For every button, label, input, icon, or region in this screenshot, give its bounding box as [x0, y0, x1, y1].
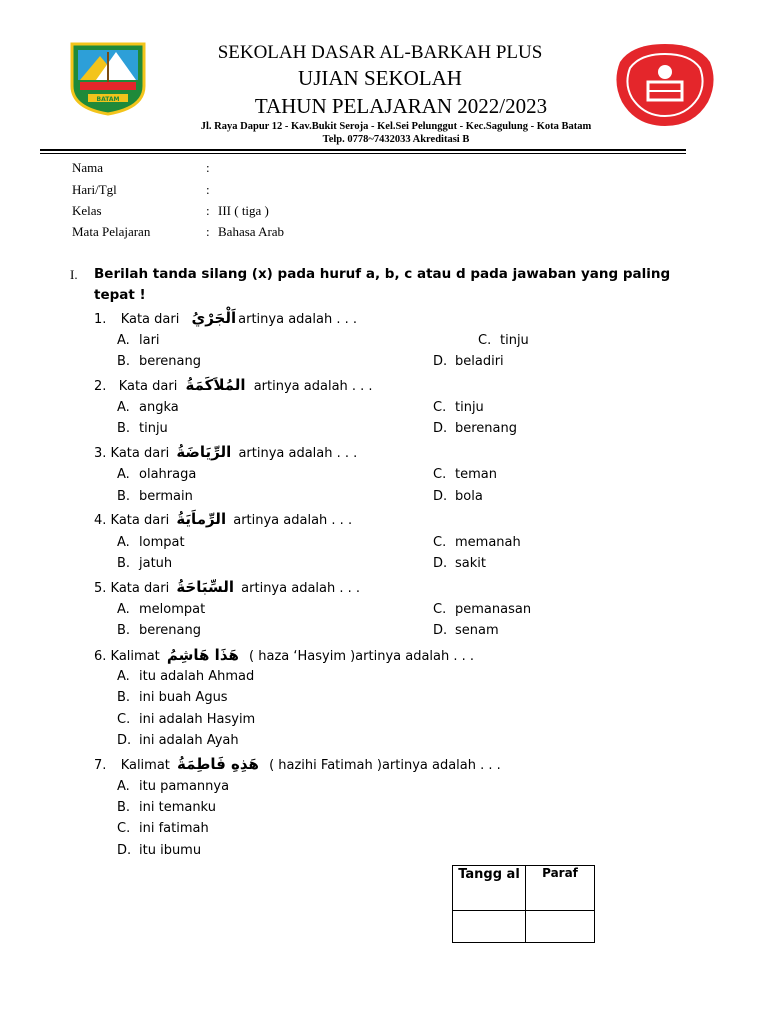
option-d[interactable]	[433, 623, 499, 638]
question-suffix: ( haza ‘Hasyim )artinya adalah . . .	[249, 649, 475, 664]
question-suffix: ( hazihi Fatimah )artinya adalah . . .	[269, 758, 501, 773]
signature-cell[interactable]	[526, 911, 595, 943]
header-divider-thick	[40, 149, 686, 151]
option-text: tinju	[139, 421, 168, 436]
identity-label: Nama	[72, 160, 104, 175]
option-text: itu ibumu	[139, 843, 202, 858]
signature-table	[452, 865, 595, 943]
option-a[interactable]	[117, 779, 229, 794]
option-letter: D.	[433, 623, 448, 638]
identity-colon: :	[206, 182, 210, 197]
option-letter: C.	[117, 821, 131, 836]
option-text: lompat	[139, 535, 185, 550]
option-letter: D.	[117, 843, 132, 858]
option-c[interactable]	[478, 333, 529, 348]
question-2	[94, 376, 373, 394]
identity-label: Kelas	[72, 203, 102, 218]
identity-colon: :	[206, 160, 210, 175]
question-6	[94, 646, 474, 664]
identity-label: Mata Pelajaran	[72, 224, 151, 239]
option-d[interactable]	[433, 421, 517, 436]
option-letter: A.	[117, 669, 130, 684]
question-prefix: Kata dari	[120, 312, 180, 327]
question-suffix: artinya adalah . . .	[233, 513, 353, 528]
option-b[interactable]	[117, 800, 216, 815]
option-letter: C.	[478, 333, 492, 348]
option-d[interactable]	[433, 489, 483, 504]
arabic-word: المُلاَكَمَةُ	[185, 376, 246, 394]
option-text: pemanasan	[455, 602, 532, 617]
option-letter: D.	[433, 354, 448, 369]
option-letter: D.	[433, 421, 448, 436]
question-1	[94, 309, 357, 327]
option-letter: B.	[117, 421, 131, 436]
question-prefix: Kata dari	[110, 446, 170, 461]
arabic-word: اَلْجَرْيُ	[191, 309, 237, 327]
arabic-word: الرِّماَيَةُ	[176, 510, 227, 528]
option-d[interactable]	[433, 354, 504, 369]
option-letter: C.	[433, 535, 447, 550]
option-letter: B.	[117, 690, 131, 705]
option-text: ini adalah Hasyim	[139, 712, 256, 727]
option-a[interactable]	[117, 602, 205, 617]
option-text: ini buah Agus	[139, 690, 228, 705]
option-text: berenang	[455, 421, 518, 436]
section-number: I.	[70, 267, 78, 282]
option-text: berenang	[139, 623, 202, 638]
arabic-word: هَذِهِ فَاطِمَةُ	[177, 755, 259, 773]
option-d[interactable]	[433, 556, 486, 571]
option-text: beladiri	[455, 354, 504, 369]
option-text: teman	[455, 467, 497, 482]
arabic-word: الرِّيَاضَةُ	[176, 443, 232, 461]
option-text: ini temanku	[139, 800, 216, 815]
option-letter: B.	[117, 800, 131, 815]
option-text: ini adalah Ayah	[139, 733, 239, 748]
option-a[interactable]	[117, 467, 196, 482]
question-4	[94, 510, 352, 528]
option-letter: A.	[117, 779, 130, 794]
question-number: 5.	[94, 581, 107, 596]
question-number: 3.	[94, 446, 107, 461]
option-a[interactable]	[117, 669, 254, 684]
identity-colon: :	[206, 224, 210, 239]
option-letter: D.	[433, 556, 448, 571]
option-letter: A.	[117, 333, 130, 348]
question-suffix: artinya adalah . . .	[238, 312, 357, 327]
option-letter: A.	[117, 535, 130, 550]
option-b[interactable]	[117, 690, 228, 705]
question-7	[94, 755, 501, 773]
date-column-header: Tangg al	[453, 866, 526, 911]
arabic-word: السِّبَاحَةُ	[176, 578, 235, 596]
option-c[interactable]	[433, 467, 497, 482]
option-text: tinju	[455, 400, 484, 415]
option-text: bermain	[139, 489, 193, 504]
question-suffix: artinya adalah . . .	[241, 581, 361, 596]
school-name: SEKOLAH DASAR AL-BARKAH PLUS	[217, 42, 543, 63]
arabic-word: هَذَا هَاشِمُ	[166, 646, 239, 664]
option-a[interactable]	[117, 535, 185, 550]
option-text: sakit	[455, 556, 486, 571]
exam-title: UJIAN SEKOLAH	[298, 66, 462, 90]
question-suffix: artinya adalah . . .	[253, 379, 373, 394]
option-b[interactable]	[117, 421, 168, 436]
question-number: 7.	[94, 758, 107, 773]
instruction-text: Berilah tanda silang (x) pada huruf a, b, c atau d pada jawaban yang paling tepat !	[94, 266, 671, 303]
school-address: Jl. Raya Dapur 12 - Kav.Bukit Seroja - Kel.Sei Pelunggut - Kec.Sagulung - Kota Batam	[200, 121, 592, 132]
option-text: olahraga	[139, 467, 197, 482]
option-text: melompat	[139, 602, 206, 617]
question-number: 2.	[94, 379, 107, 394]
svg-text:BATAM: BATAM	[96, 96, 120, 103]
option-c[interactable]	[117, 712, 255, 727]
option-text: jatuh	[139, 556, 173, 571]
option-letter: B.	[117, 623, 131, 638]
option-letter: B.	[117, 354, 131, 369]
question-prefix: Kata dari	[118, 379, 178, 394]
option-c[interactable]	[433, 400, 484, 415]
option-letter: C.	[433, 602, 447, 617]
option-text: memanah	[455, 535, 521, 550]
option-letter: C.	[433, 467, 447, 482]
option-text: angka	[139, 400, 179, 415]
question-prefix: Kata dari	[110, 581, 170, 596]
identity-value: Bahasa Arab	[218, 224, 285, 239]
option-text: ini fatimah	[139, 821, 209, 836]
option-text: berenang	[139, 354, 202, 369]
option-letter: A.	[117, 467, 130, 482]
option-c[interactable]	[117, 821, 209, 836]
question-prefix: Kalimat	[120, 758, 170, 773]
option-letter: D.	[117, 733, 132, 748]
option-text: itu adalah Ahmad	[139, 669, 255, 684]
option-c[interactable]	[433, 535, 521, 550]
option-d[interactable]	[117, 843, 201, 858]
identity-label: Hari/Tgl	[72, 182, 117, 197]
option-letter: C.	[433, 400, 447, 415]
question-3	[94, 443, 357, 461]
question-number: 6.	[94, 649, 107, 664]
option-b[interactable]	[117, 556, 172, 571]
option-b[interactable]	[117, 489, 193, 504]
header-divider-thin	[40, 153, 686, 154]
option-d[interactable]	[117, 733, 239, 748]
question-number: 4.	[94, 513, 107, 528]
question-suffix: artinya adalah . . .	[238, 446, 358, 461]
school-phone: Telp. 0778~7432033 Akreditasi B	[322, 134, 470, 145]
option-text: bola	[455, 489, 483, 504]
identity-value: III ( tiga )	[218, 203, 269, 218]
question-number: 1.	[94, 312, 107, 327]
option-b[interactable]	[117, 354, 201, 369]
option-b[interactable]	[117, 623, 201, 638]
identity-colon: :	[206, 203, 210, 218]
option-text: senam	[455, 623, 499, 638]
question-prefix: Kata dari	[110, 513, 170, 528]
option-letter: A.	[117, 602, 130, 617]
option-text: itu pamannya	[139, 779, 230, 794]
question-5	[94, 578, 360, 596]
option-letter: B.	[117, 489, 131, 504]
option-a[interactable]	[117, 333, 160, 348]
option-a[interactable]	[117, 400, 179, 415]
option-text: tinju	[500, 333, 529, 348]
option-text: lari	[139, 333, 160, 348]
option-letter: C.	[117, 712, 131, 727]
question-prefix: Kalimat	[110, 649, 160, 664]
option-letter: B.	[117, 556, 131, 571]
option-letter: D.	[433, 489, 448, 504]
option-letter: A.	[117, 400, 130, 415]
academic-year: TAHUN PELAJARAN 2022/2023	[254, 94, 548, 118]
date-cell[interactable]	[453, 911, 526, 943]
signature-column-header: Paraf	[526, 866, 595, 911]
option-c[interactable]	[433, 602, 531, 617]
